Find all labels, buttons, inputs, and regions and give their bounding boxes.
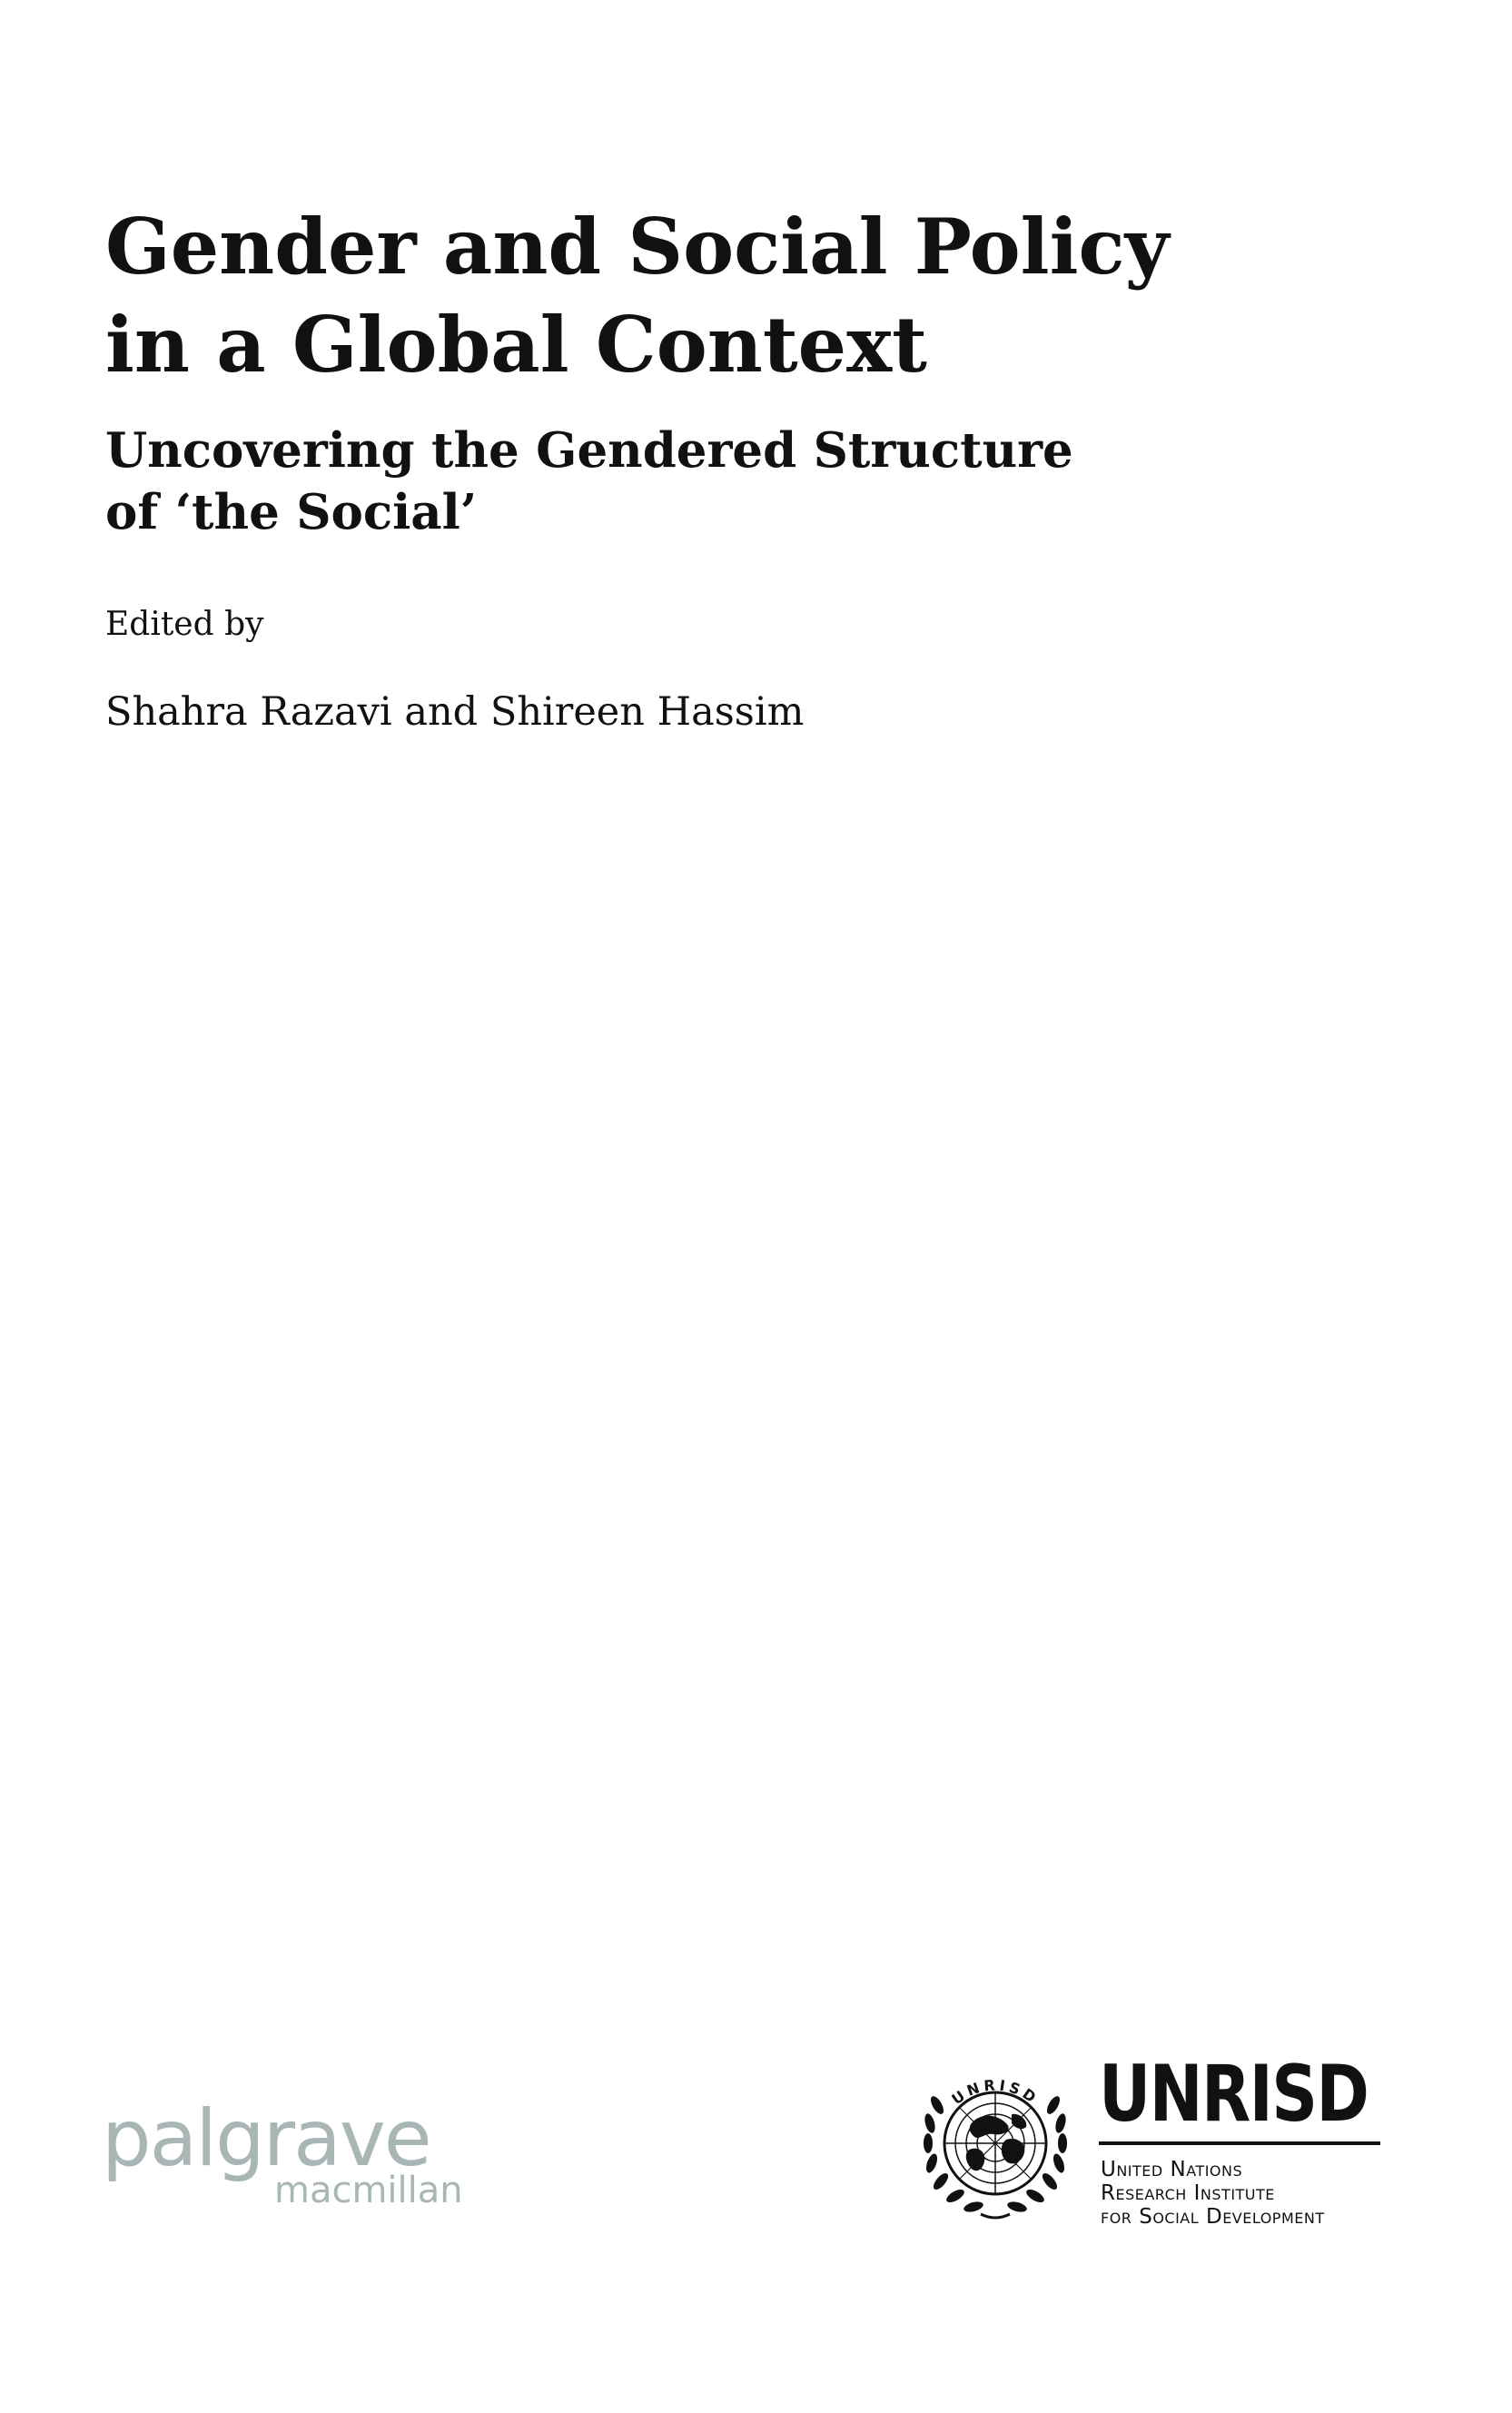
macmillan-wordmark: macmillan xyxy=(274,2170,463,2211)
editors-names: Shahra Razavi and Shireen Hassim xyxy=(105,689,805,735)
edited-by-label: Edited by xyxy=(105,606,264,643)
palgrave-wordmark: palgrave xyxy=(102,2093,430,2184)
svg-text:UNRISD: UNRISD xyxy=(948,2076,1043,2109)
book-subtitle-line-2: of ‘the Social’ xyxy=(105,484,478,540)
palgrave-macmillan-logo xyxy=(102,2093,465,2216)
book-subtitle-line-1: Uncovering the Gendered Structure xyxy=(105,422,1073,479)
unrisd-tagline-line-3: for Social Development xyxy=(1101,2205,1325,2229)
unrisd-logo xyxy=(904,2042,1413,2232)
book-subtitle xyxy=(105,420,1286,543)
unrisd-wordmark: UNRISD xyxy=(1099,2049,1369,2140)
unrisd-tagline-line-2: Research Institute xyxy=(1101,2181,1275,2205)
book-title-line-1: Gender and Social Policy xyxy=(105,202,1170,292)
un-emblem-icon xyxy=(904,2042,1086,2232)
book-title xyxy=(105,198,1286,394)
book-title-line-2: in a Global Context xyxy=(105,300,927,390)
unrisd-tagline-line-1: United Nations xyxy=(1101,2158,1243,2181)
unrisd-divider xyxy=(1099,2141,1380,2145)
